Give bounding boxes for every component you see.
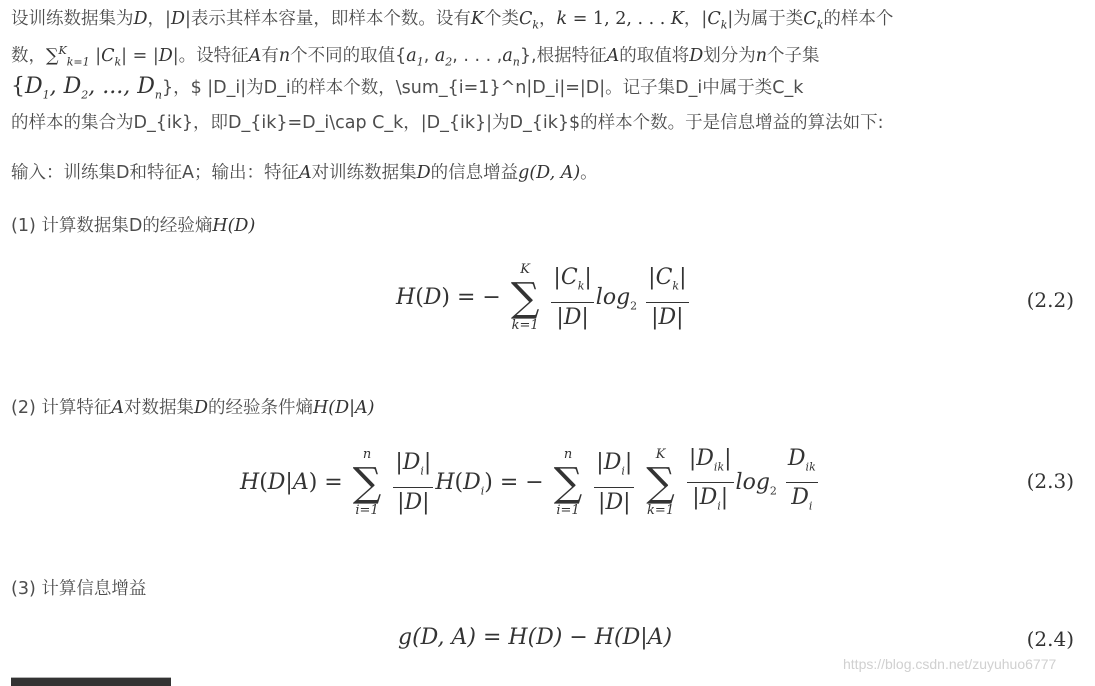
intro-line-4: 的样本的集合为D_{ik}，即D_{ik}=D_i\cap C_k，|D_{ik}|为D_{ik}$的样本个数。于是信息增益的算法如下: — [11, 113, 884, 133]
equation-2-4: g(D, A) = H(D) − H(D|A) — [398, 625, 673, 650]
equation-2-2: H(D) = − K ∑ k=1 $\frac{|C_k|}{|D|}$ $\log_2$ $\frac{|C_k|}{|D|}$ — [396, 262, 687, 333]
watermark: https://blog.csdn.net/zuyuhuo6777 — [843, 656, 1057, 672]
step-3-label: (3) 计算信息增益 — [11, 579, 147, 599]
intro-line-1: 设训练数据集为D，|D|表示其样本容量，即样本个数。设有K个类$C_k$，k = 1, 2, . . . K，$|C_k|$为属于类$C_k$的样本个 — [11, 9, 894, 32]
cropped-heading — [11, 672, 171, 686]
intro-line-2: 数，∑$^K_{k=1}$ $|C_k| = |D|$。设特征A有n个不同的取值{$a_1$, $a_2$, . . . $,a_n$},根据特征A的取值将D划分为n个子集 — [11, 44, 820, 69]
equation-2-3: H(D|A) = n ∑ i=1 $\frac{|D_i|}{|D|}$ $H(D_i)$ = − n ∑ i=1 $\frac{|D_i|}{|D|}$ K ∑ k=1 $\frac{|D_{ik}|}{|D_i|}$ $\log_2$ $\frac{D_{ik}}{D_i}$ — [240, 446, 816, 518]
step-1-label: (1) 计算数据集D的经验熵H(D) — [11, 216, 256, 236]
input-output-line: 输入：训练集D和特征A；输出：特征A对训练数据集D的信息增益g(D, A)。 — [11, 163, 598, 183]
intro-line-3: {$D_1$, $D_2$, ..., $D_n$}，$ |D_i|为D_i的样本个数，\sum_{i=1}^n|D_i|=|D|。记子集D_i中属于类C_k — [11, 74, 804, 102]
equation-number-2-3: (2.3) — [1026, 469, 1074, 493]
step-2-label: (2) 计算特征A对数据集D的经验条件熵H(D|A) — [11, 398, 375, 418]
equation-number-2-4: (2.4) — [1026, 627, 1074, 651]
equation-number-2-2: (2.2) — [1026, 288, 1074, 312]
